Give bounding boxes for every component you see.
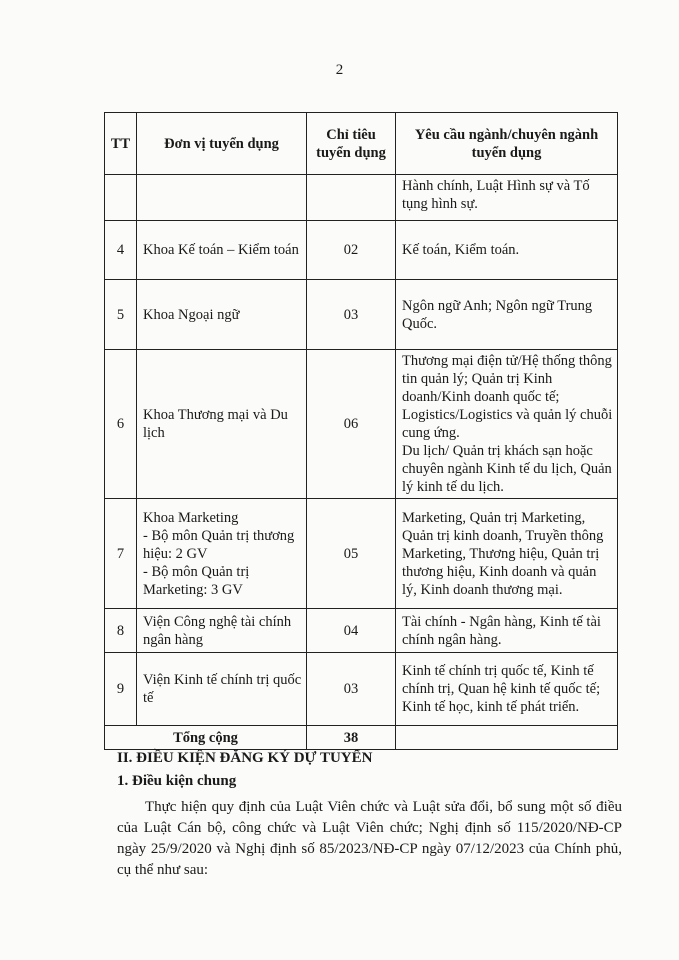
row-requirement: Ngôn ngữ Anh; Ngôn ngữ Trung Quốc. (396, 280, 618, 350)
row-unit: Khoa Marketing - Bộ môn Quản trị thương hiệu: 2 GV - Bộ môn Quản trị Marketing: 3 GV (137, 499, 307, 609)
row-tt: 7 (105, 499, 137, 609)
row-requirement: Thương mại điện tử/Hệ thống thông tin quản lý; Quản trị Kinh doanh/Kinh doanh quốc tế; Logistics/Logistics và quản lý chuỗi cung ứng. Du lịch/ Quản trị khách sạn hoặc chuyên ngành Kinh tế du lịch, Quản lý kinh tế du lịch. (396, 350, 618, 499)
row-tt (105, 175, 137, 221)
row-unit: Viện Kinh tế chính trị quốc tế (137, 653, 307, 726)
table-row (105, 653, 618, 726)
row-requirement: Hành chính, Luật Hình sự và Tố tụng hình sự. (396, 175, 618, 221)
section-heading: II. ĐIỀU KIỆN ĐĂNG KÝ DỰ TUYỂN (117, 750, 373, 766)
table-row (105, 499, 618, 609)
row-unit: Khoa Thương mại và Du lịch (137, 350, 307, 499)
table-row (105, 280, 618, 350)
row-tt: 9 (105, 653, 137, 726)
page-number: 2 (335, 62, 344, 78)
row-quota (307, 175, 396, 221)
row-tt: 5 (105, 280, 137, 350)
table-row (105, 221, 618, 280)
table-row (105, 175, 618, 221)
subsection-heading: 1. Điều kiện chung (117, 773, 237, 789)
total-empty-cell (396, 726, 618, 750)
row-requirement: Marketing, Quản trị Marketing, Quản trị kinh doanh, Truyền thông Marketing, Thương hiệu, Quản trị thương hiệu, Kinh doanh và quản lý, Kinh doanh thương mại. (396, 499, 618, 609)
total-value: 38 (307, 726, 396, 750)
row-quota: 06 (307, 350, 396, 499)
row-unit: Khoa Ngoại ngữ (137, 280, 307, 350)
header-quota: Chỉ tiêu tuyển dụng (307, 113, 396, 175)
row-tt: 6 (105, 350, 137, 499)
table-row (105, 350, 618, 499)
row-tt: 4 (105, 221, 137, 280)
row-requirement: Kế toán, Kiểm toán. (396, 221, 618, 280)
row-quota: 03 (307, 280, 396, 350)
header-requirement: Yêu cầu ngành/chuyên ngành tuyển dụng (396, 113, 618, 175)
row-unit: Khoa Kế toán – Kiểm toán (137, 221, 307, 280)
table-header-row (105, 113, 618, 175)
table-row (105, 609, 618, 653)
row-unit (137, 175, 307, 221)
row-requirement: Kinh tế chính trị quốc tế, Kinh tế chính trị, Quan hệ kinh tế quốc tế; Kinh tế học, kinh tế phát triển. (396, 653, 618, 726)
row-requirement: Tài chính - Ngân hàng, Kinh tế tài chính ngân hàng. (396, 609, 618, 653)
row-quota: 05 (307, 499, 396, 609)
body-paragraph: Thực hiện quy định của Luật Viên chức và Luật sửa đổi, bổ sung một số điều của Luật Cán bộ, công chức và Luật Viên chức; Nghị định số 115/2020/NĐ-CP ngày 25/9/2020 và Nghị định số 85/2023/NĐ-CP ngày 07/12/2023 của Chính phủ, cụ thể như sau: (117, 799, 622, 878)
header-tt: TT (105, 113, 137, 175)
row-quota: 03 (307, 653, 396, 726)
recruitment-table (104, 112, 618, 750)
header-unit: Đơn vị tuyển dụng (137, 113, 307, 175)
row-quota: 02 (307, 221, 396, 280)
row-tt: 8 (105, 609, 137, 653)
table-total-row (105, 726, 618, 750)
total-label: Tổng cộng (105, 726, 307, 750)
row-quota: 04 (307, 609, 396, 653)
row-unit: Viện Công nghệ tài chính ngân hàng (137, 609, 307, 653)
